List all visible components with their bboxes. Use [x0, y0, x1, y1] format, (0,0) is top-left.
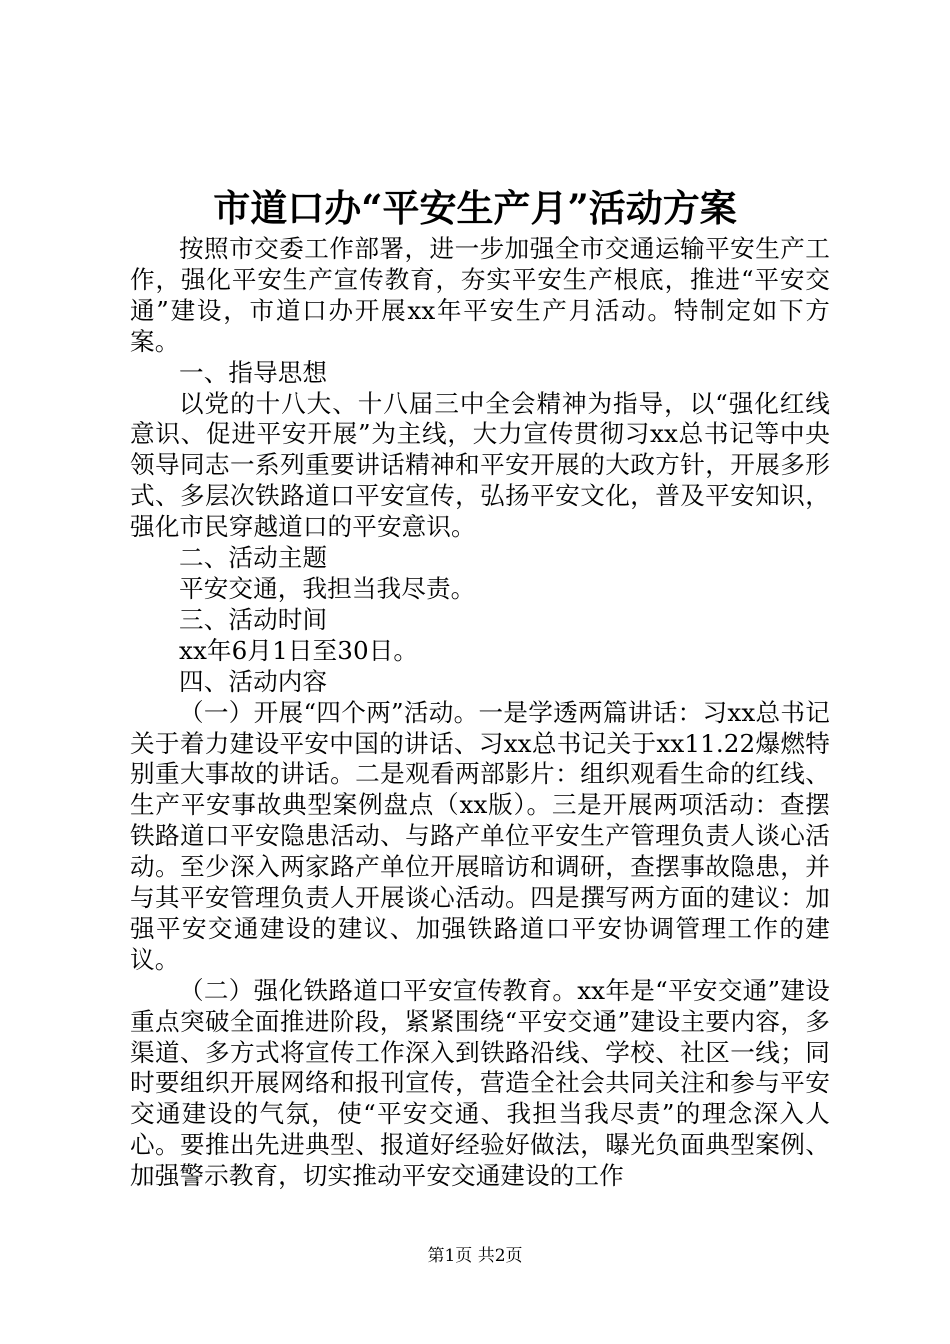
document-title: 市道口办“平安生产月”活动方案	[213, 186, 737, 230]
content-item-2: （二）强化铁路道口平安宣传教育。xx年是“平安交通”建设重点突破全面推进阶段，紧紧围绕“平安交通”建设主要内容，多渠道、多方式将宣传工作深入到铁路沿线、学校、社区一线；同时要组织开展网络和报刊宣传，营造全社会共同关注和参与平安交通建设的气氛，使“平安交通、我担当我尽责”的理念深入人心。要推出先进典型、报道好经验好做法，曝光负面典型案例、加强警示教育，切实推动平安交通建设的工作	[130, 975, 830, 1191]
content-item-1: （一）开展“四个两”活动。一是学透两篇讲话：习xx总书记关于着力建设平安中国的讲话、习xx总书记关于xx11.22爆燃特别重大事故的讲话。二是观看两部影片：组织观看生命的红线、生产平安事故典型案例盘点（xx版）。三是开展两项活动：查摆铁路道口平安隐患活动、与路产单位平安生产管理负责人谈心活动。至少深入两家路产单位开展暗访和调研，查摆事故隐患，并与其平安管理负责人开展谈心活动。四是撰写两方面的建议：加强平安交通建设的建议、加强铁路道口平安协调管理工作的建议。	[130, 697, 830, 974]
section-paragraph-3: xx年6月1日至30日。	[179, 635, 419, 665]
section-paragraph-1: 以党的十八大、十八届三中全会精神为指导，以“强化红线意识、促进平安开展”为主线，大力宣传贯彻习xx总书记等中央领导同志一系列重要讲话精神和平安开展的大政方针，开展多形式、多层次铁路道口平安宣传，弘扬平安文化，普及平安知识，强化市民穿越道口的平安意识。	[130, 388, 830, 542]
document-body	[130, 234, 830, 1192]
page-footer: 第1页 共2页	[427, 1246, 523, 1266]
section-heading-1: 一、指导思想	[179, 357, 328, 387]
section-heading-3: 三、活动时间	[179, 604, 328, 634]
intro-paragraph: 按照市交委工作部署，进一步加强全市交通运输平安生产工作，强化平安生产宣传教育，夯实平安生产根底，推进“平安交通”建设，市道口办开展xx年平安生产月活动。特制定如下方案。	[130, 234, 830, 356]
section-paragraph-2: 平安交通，我担当我尽责。	[179, 573, 476, 603]
section-heading-2: 二、活动主题	[179, 543, 328, 573]
section-heading-4: 四、活动内容	[179, 666, 328, 696]
